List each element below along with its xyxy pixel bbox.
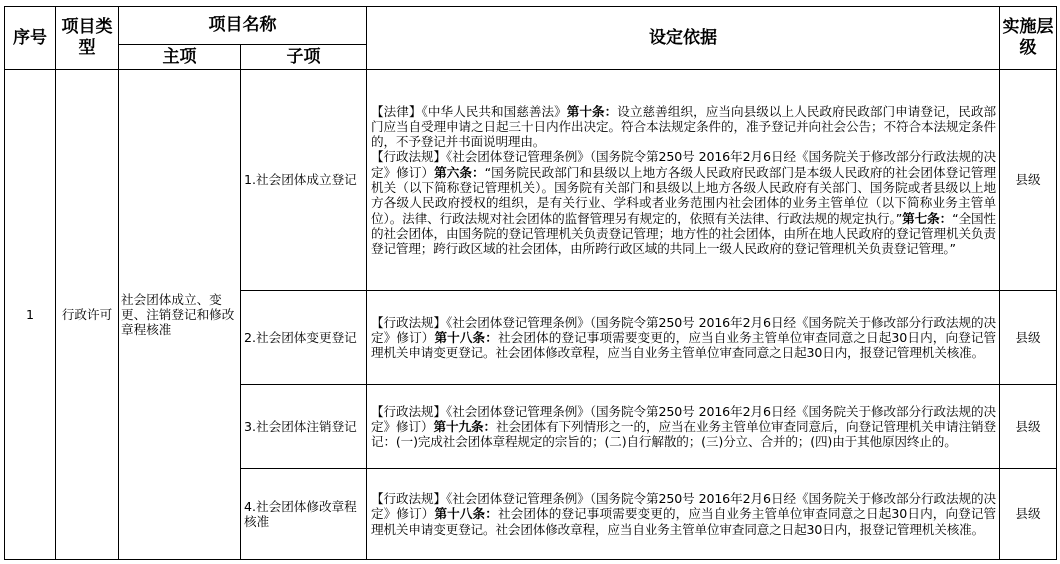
basis-1-article-1: 第十条： bbox=[566, 103, 618, 119]
basis-1-text-3: 【行政法规】《社会团体登记管理条例》（国务院令第250号 2016年2月6日经《国务院关于修改部分行政法规的决定》修订） bbox=[371, 149, 996, 180]
basis-2-article-1: 第十八条： bbox=[434, 329, 498, 345]
sub-item-1: 1.社会团体成立登记 bbox=[241, 70, 367, 291]
admin-license-table bbox=[4, 6, 1057, 560]
header-sub-item: 子项 bbox=[241, 45, 367, 70]
row-seq: 1 bbox=[5, 70, 56, 560]
basis-1-article-2: 第六条： bbox=[434, 164, 485, 180]
basis-1-text-1: 【法律】《中华人民共和国慈善法》 bbox=[371, 103, 567, 119]
header-main-item: 主项 bbox=[119, 45, 241, 70]
basis-1-text-2: 设立慈善组织，应当向县级以上人民政府民政部门申请登记，民政部门应当自受理申请之日起三十日内作出决定。符合本法规定条件的，准予登记并向社会公告；不符合本法规定条件的，不予登记并书面说明理由。 bbox=[371, 103, 996, 150]
sub-item-4: 4.社会团体修改章程核准 bbox=[241, 469, 367, 560]
level-4: 县级 bbox=[1000, 469, 1057, 560]
basis-1 bbox=[367, 70, 1000, 291]
basis-1-article-3: 第七条： bbox=[902, 210, 953, 226]
basis-1-text-4: “国务院民政部门和县级以上地方各级人民政府民政部门是本级人民政府的社会团体登记管理机关（以下简称登记管理机关）。国务院有关部门和县级以上地方各级人民政府有关部门、国务院或者县级以上地方各级人民政府授权的组织，是有关行业、学科或者业务范围内社会团体的业务主管单位（以下简称业务主管单位）。法律、行政法规对社会团体的监督管理另有规定的，依照有关法律、行政法规的规定执行。” bbox=[371, 164, 996, 226]
table-row bbox=[5, 70, 1057, 291]
row-main-item: 社会团体成立、变更、注销登记和修改章程核准 bbox=[119, 70, 241, 560]
basis-4-text-2: 社会团体的登记事项需要变更的，应当自业务主管单位审查同意之日起30日内，向登记管理机关申请变更登记。社会团体修改章程，应当自业务主管单位审查同意之日起30日内，报登记管理机关核准。 bbox=[371, 506, 996, 537]
basis-3-text-1: 【行政法规】《社会团体登记管理条例》（国务院令第250号 2016年2月6日经《国务院关于修改部分行政法规的决定》修订） bbox=[371, 403, 996, 434]
sub-item-3: 3.社会团体注销登记 bbox=[241, 385, 367, 469]
basis-4-article-1: 第十八条： bbox=[434, 506, 498, 522]
header-type: 项目类型 bbox=[56, 7, 119, 70]
level-2: 县级 bbox=[1000, 291, 1057, 385]
row-type: 行政许可 bbox=[56, 70, 119, 560]
basis-3-text-2: 社会团体有下列情形之一的，应当在业务主管单位审查同意后，向登记管理机关申请注销登记：(一)完成社会团体章程规定的宗旨的；(二)自行解散的；(三)分立、合并的；(四)由于其他原因终止的。 bbox=[371, 418, 996, 450]
level-3: 县级 bbox=[1000, 385, 1057, 469]
level-1: 县级 bbox=[1000, 70, 1057, 291]
header-seq: 序号 bbox=[5, 7, 56, 70]
basis-4 bbox=[367, 469, 1000, 560]
sub-item-2: 2.社会团体变更登记 bbox=[241, 291, 367, 385]
basis-2-text-1: 【行政法规】《社会团体登记管理条例》（国务院令第250号 2016年2月6日经《国务院关于修改部分行政法规的决定》修订） bbox=[371, 314, 996, 345]
basis-3-article-1: 第十九条： bbox=[433, 418, 497, 434]
header-level: 实施层级 bbox=[1000, 7, 1057, 70]
basis-2-text-2: 社会团体的登记事项需要变更的，应当自业务主管单位审查同意之日起30日内，向登记管理机关申请变更登记。社会团体修改章程，应当自业务主管单位审查同意之日起30日内，报登记管理机关核准。 bbox=[371, 329, 996, 361]
basis-1-text-5: “全国性的社会团体，由国务院的登记管理机关负责登记管理；地方性的社会团体，由所在地人民政府的登记管理机关负责登记管理；跨行政区域的社会团体，由所跨行政区域的共同上一级人民政府的登记管理机关负责登记管理。” bbox=[371, 210, 997, 257]
basis-4-text-1: 【行政法规】《社会团体登记管理条例》（国务院令第250号 2016年2月6日经《国务院关于修改部分行政法规的决定》修订） bbox=[371, 491, 996, 522]
header-project-name: 项目名称 bbox=[119, 7, 367, 45]
basis-3 bbox=[367, 385, 1000, 469]
basis-2 bbox=[367, 291, 1000, 385]
header-basis: 设定依据 bbox=[367, 7, 1000, 70]
